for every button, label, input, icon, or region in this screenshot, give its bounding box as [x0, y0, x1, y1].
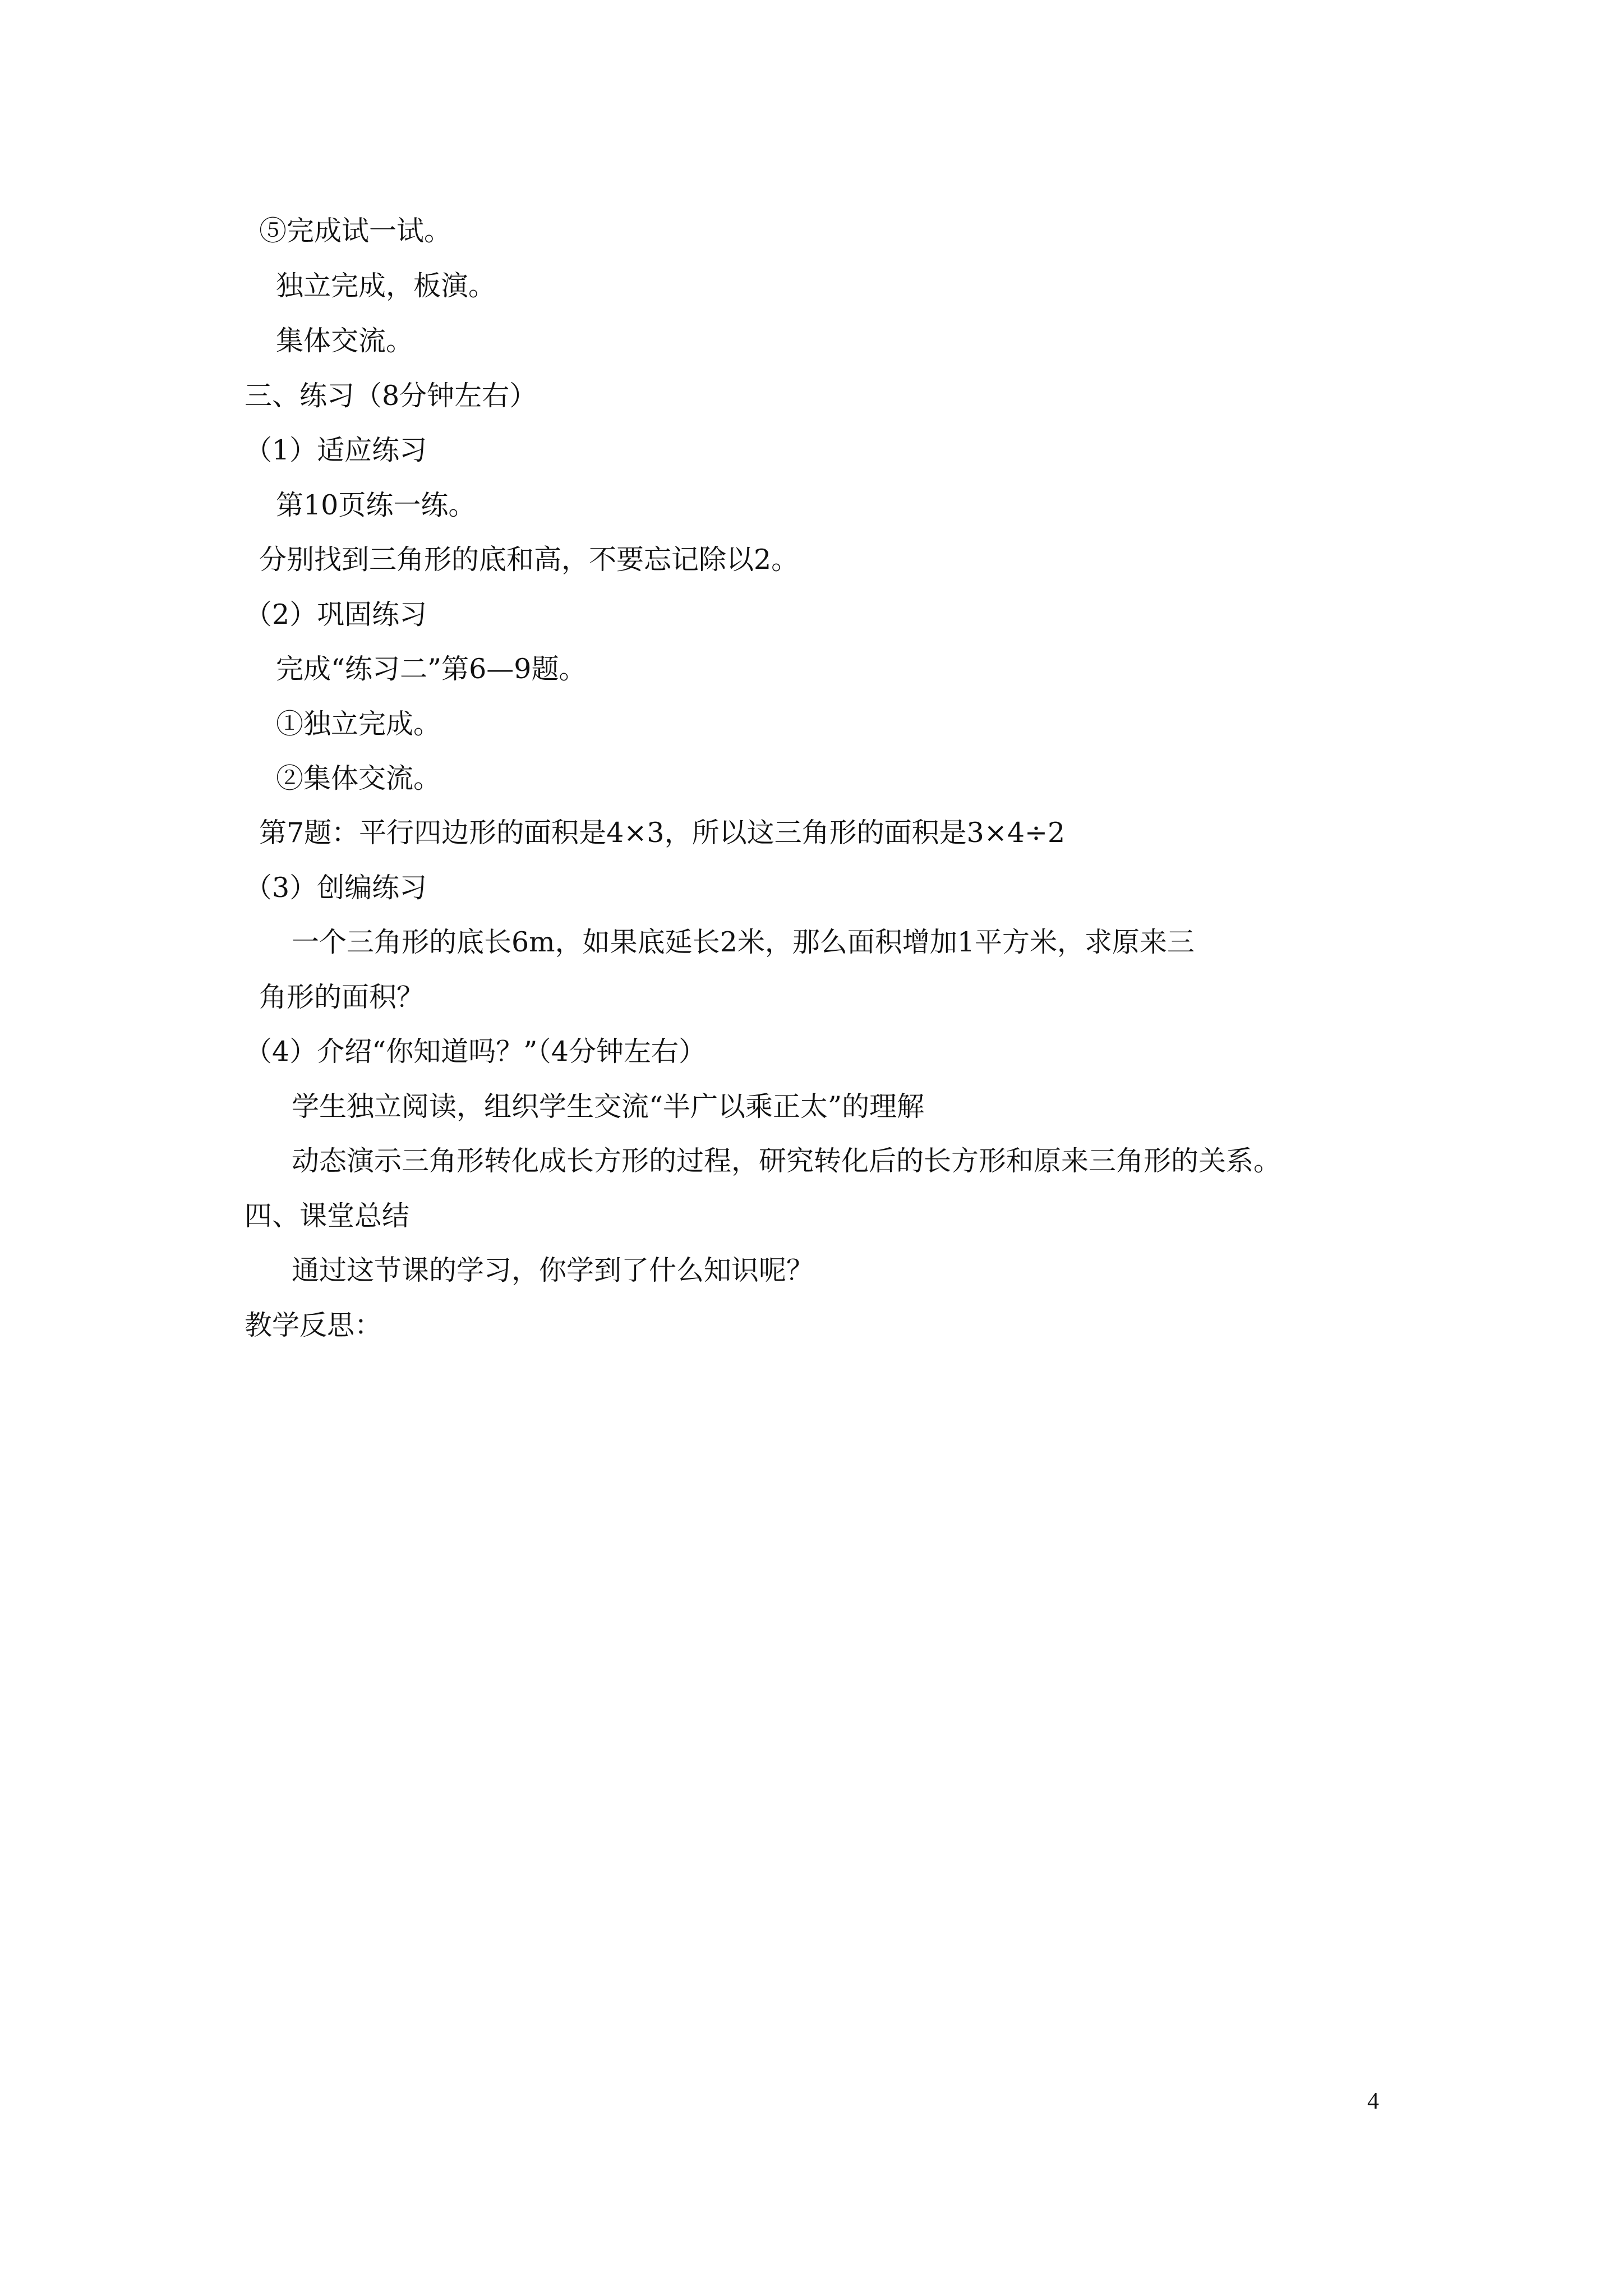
text-line-complete-exercises: 完成“练习二”第6—9题。: [276, 653, 587, 685]
text-line-reading-discussion: 学生独立阅读，组织学生交流“半广以乘正太”的理解: [292, 1091, 925, 1122]
text-line-try-it: ⑤完成试一试。: [259, 215, 452, 247]
text-line-triangle-problem-continued: 角形的面积？: [259, 981, 425, 1013]
section-heading-practice: 三、练习（8分钟左右）: [245, 380, 537, 412]
subheading-consolidation-practice: （2）巩固练习: [245, 599, 427, 631]
text-line-teaching-reflection: 教学反思：: [245, 1309, 382, 1341]
section-heading-summary: 四、课堂总结: [245, 1200, 410, 1232]
text-line-dynamic-demo: 动态演示三角形转化成长方形的过程，研究转化后的长方形和原来三角形的关系。: [292, 1145, 1281, 1177]
text-line-question-seven: 第7题：平行四边形的面积是4×3，所以这三角形的面积是3×4÷2: [259, 817, 1066, 849]
page-number: 4: [1367, 2088, 1379, 2114]
text-line-summary-question: 通过这节课的学习，你学到了什么知识呢？: [292, 1254, 814, 1286]
text-line-triangle-problem: 一个三角形的底长6m，如果底延长2米，那么面积增加1平方米，求原来三: [292, 926, 1195, 958]
subheading-adaptive-practice: （1）适应练习: [245, 434, 427, 466]
text-line-group-discussion: 集体交流。: [276, 325, 414, 357]
subheading-did-you-know: （4）介绍“你知道吗？”（4分钟左右）: [245, 1036, 706, 1068]
text-line-independent-work: 独立完成，板演。: [276, 270, 496, 302]
text-line-find-base-height: 分别找到三角形的底和高，不要忘记除以2。: [259, 544, 799, 576]
text-line-page-exercise: 第10页练一练。: [276, 489, 476, 521]
subheading-creative-practice: （3）创编练习: [245, 872, 427, 904]
text-line-collective-discussion: ②集体交流。: [276, 762, 441, 794]
text-line-complete-independently: ①独立完成。: [276, 708, 441, 740]
